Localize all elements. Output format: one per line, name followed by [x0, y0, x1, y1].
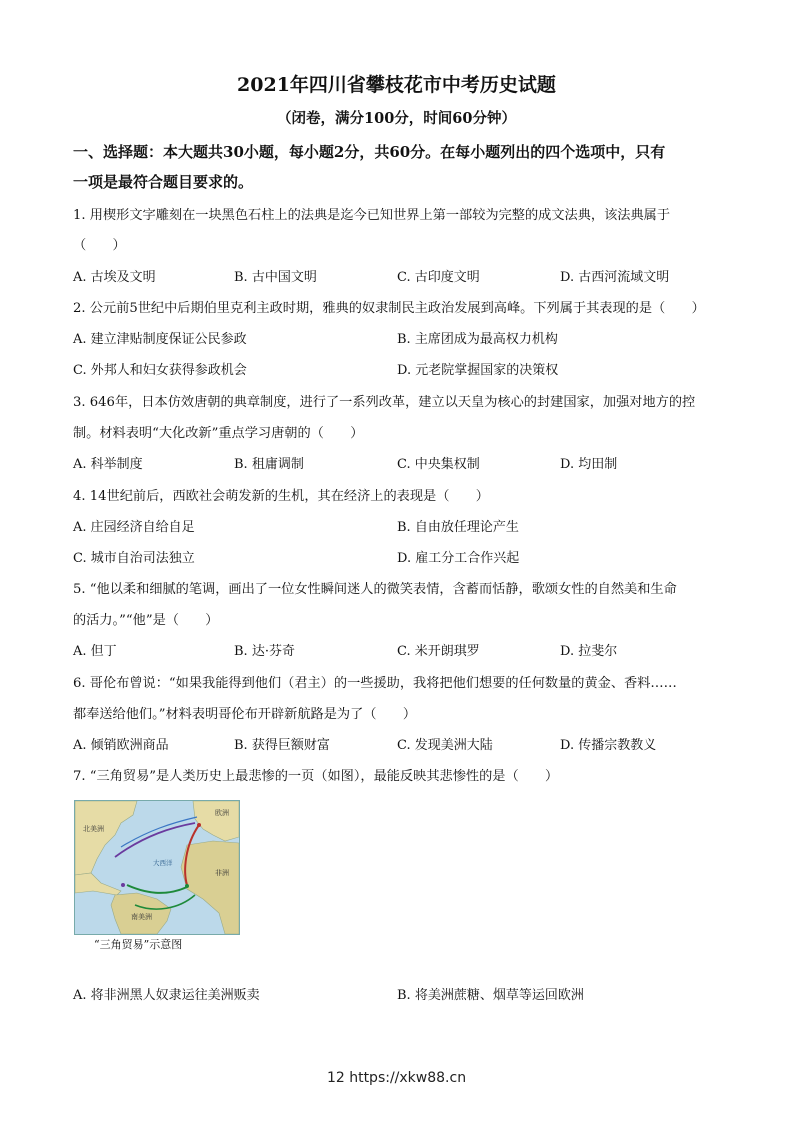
question-3-text-cont: 制。材料表明“大化改新”重点学习唐朝的（ ） — [73, 426, 364, 441]
option-5c: C. 米开朗琪罗 — [397, 644, 480, 659]
option-6a: A. 倾销欧洲商品 — [73, 738, 169, 753]
option-1b: B. 古中国文明 — [234, 270, 317, 285]
question-7-text: 7. “三角贸易”是人类历史上最悲惨的一页（如图），最能反映其悲惨性的是（ ） — [73, 769, 559, 784]
section-heading-cont: 一项是最符合题目要求的。 — [73, 173, 254, 191]
option-4d: D. 雇工分工合作兴起 — [397, 551, 520, 566]
option-4a: A. 庄园经济自给自足 — [73, 520, 195, 535]
option-4c: C. 城市自治司法独立 — [73, 551, 195, 566]
map-label-south-america: 南美洲 — [131, 913, 152, 921]
question-6-text: 6. 哥伦布曾说：“如果我能得到他们（君主）的一些援助，我将把他们想要的任何数量的黄金、香料…… — [73, 676, 677, 691]
question-5-text-cont: 的活力。”“他”是（ ） — [73, 613, 219, 628]
question-1-text-cont: （ ） — [73, 238, 126, 253]
option-5a: A. 但丁 — [73, 644, 117, 659]
map-label-europe: 欧洲 — [215, 809, 229, 817]
page-title: 2021年四川省攀枝花市中考历史试题 — [237, 74, 556, 96]
port-europe-icon — [197, 823, 201, 827]
option-2a: A. 建立津贴制度保证公民参政 — [73, 332, 247, 347]
map-label-north-america: 北美洲 — [83, 825, 104, 833]
option-3d: D. 均田制 — [560, 457, 618, 472]
port-america-icon — [121, 883, 125, 887]
question-5-text: 5. “他以柔和细腻的笔调，画出了一位女性瞬间迷人的微笑表情，含蓄而恬静，歌颂女性的自然美和生命 — [73, 582, 677, 597]
option-3c: C. 中央集权制 — [397, 457, 480, 472]
port-africa-icon — [185, 884, 189, 888]
map-label-africa: 非洲 — [215, 869, 229, 877]
option-7a: A. 将非洲黑人奴隶运往美洲贩卖 — [73, 988, 260, 1003]
option-1c: C. 古印度文明 — [397, 270, 480, 285]
question-6-text-cont: 都奉送给他们。”材料表明哥伦布开辟新航路是为了（ ） — [73, 707, 417, 722]
option-1a: A. 古埃及文明 — [73, 270, 156, 285]
option-5d: D. 拉斐尔 — [560, 644, 618, 659]
option-6c: C. 发现美洲大陆 — [397, 738, 493, 753]
page-footer: 12 https://xkw88.cn — [326, 1070, 467, 1086]
option-6d: D. 传播宗教教义 — [560, 738, 657, 753]
option-1d: D. 古西河流域文明 — [560, 270, 670, 285]
figure-caption: “三角贸易”示意图 — [94, 938, 183, 951]
option-4b: B. 自由放任理论产生 — [397, 520, 519, 535]
option-2b: B. 主席团成为最高权力机构 — [397, 332, 558, 347]
question-1-text: 1. 用楔形文字雕刻在一块黑色石柱上的法典是迄今已知世界上第一部较为完整的成文法典，该法典属于 — [73, 208, 671, 223]
option-7b: B. 将美洲蔗糖、烟草等运回欧洲 — [397, 988, 584, 1003]
question-2-text: 2. 公元前5世纪中后期伯里克利主政时期，雅典的奴隶制民主政治发展到高峰。下列属于其表现的是（ ） — [73, 301, 705, 316]
option-2d: D. 元老院掌握国家的决策权 — [397, 363, 559, 378]
section-heading: 一、选择题：本大题共30小题，每小题2分，共60分。在每小题列出的四个选项中，只有 — [73, 143, 666, 161]
option-5b: B. 达·芬奇 — [234, 644, 295, 659]
triangle-trade-map — [74, 800, 240, 935]
option-2c: C. 外邦人和妇女获得参政机会 — [73, 363, 247, 378]
question-4-text: 4. 14世纪前后，西欧社会萌发新的生机，其在经济上的表现是（ ） — [73, 489, 489, 504]
map-label-atlantic: 大西洋 — [153, 859, 173, 867]
option-6b: B. 获得巨额财富 — [234, 738, 330, 753]
triangle-trade-map-graphic — [75, 801, 239, 934]
option-3b: B. 租庸调制 — [234, 457, 304, 472]
question-3-text: 3. 646年，日本仿效唐朝的典章制度，进行了一系列改革，建立以天皇为核心的封建国家，加强对地方的控 — [73, 395, 696, 410]
exam-subtitle: （闭卷，满分100分，时间60分钟） — [277, 110, 516, 127]
option-3a: A. 科举制度 — [73, 457, 143, 472]
